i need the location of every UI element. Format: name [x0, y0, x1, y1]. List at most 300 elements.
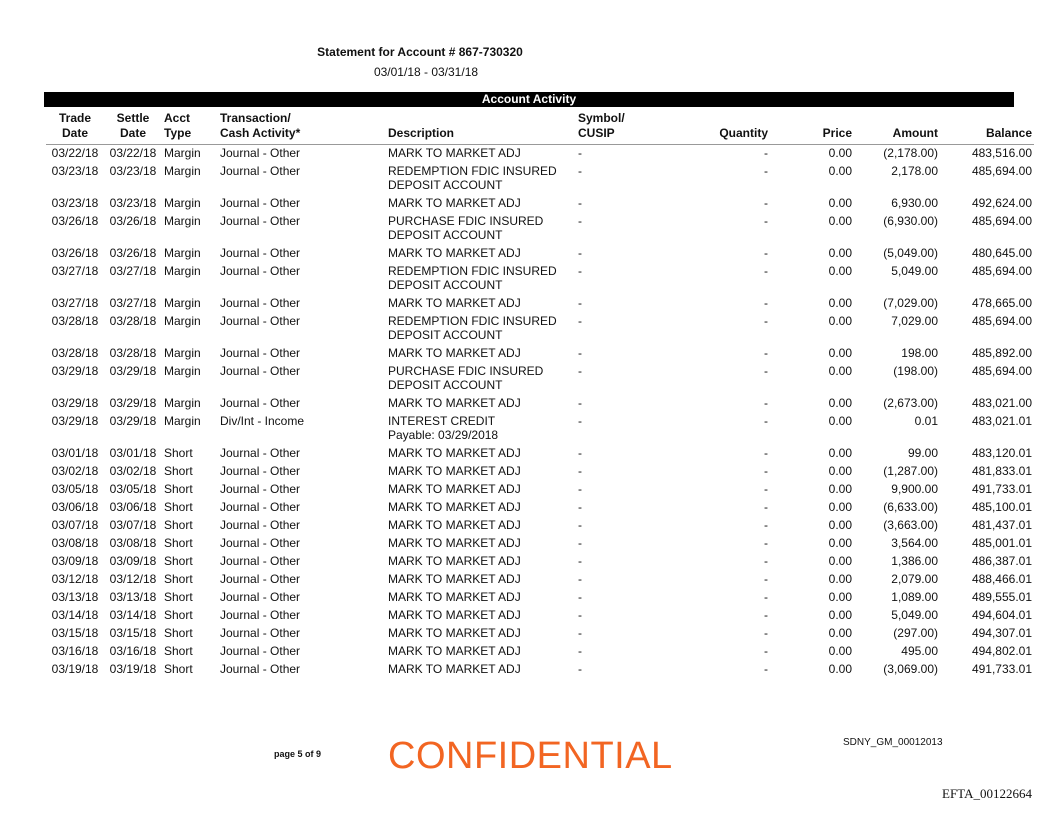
symbol-cell: -: [578, 590, 582, 604]
description-line: MARK TO MARKET ADJ: [388, 196, 521, 210]
description-line: DEPOSIT ACCOUNT: [388, 328, 503, 342]
description-line: PURCHASE FDIC INSURED: [388, 364, 544, 378]
description-line: MARK TO MARKET ADJ: [388, 662, 521, 676]
acct-type-cell: Short: [164, 464, 193, 478]
description-cell: [386, 589, 576, 607]
transaction-cell: Journal - Other: [220, 264, 301, 278]
quantity-cell: -: [764, 396, 768, 410]
description-line: MARK TO MARKET ADJ: [388, 246, 521, 260]
acct-type-cell: Short: [164, 536, 193, 550]
settle-date-cell: 03/12/18: [109, 572, 157, 586]
table-row: [46, 345, 1034, 363]
table-row: [46, 643, 1034, 661]
settle-date-cell: 03/02/18: [109, 464, 157, 478]
settle-date-cell: 03/08/18: [109, 536, 157, 550]
table-row: [46, 535, 1034, 553]
quantity-cell: -: [764, 482, 768, 496]
table-header-row: [46, 108, 1034, 145]
acct-type-cell: Margin: [164, 214, 201, 228]
quantity-cell: -: [764, 246, 768, 260]
description-line: MARK TO MARKET ADJ: [388, 296, 521, 310]
description-line: REDEMPTION FDIC INSURED: [388, 314, 557, 328]
amount-cell: 99.00: [907, 446, 938, 460]
amount-cell: 2,079.00: [891, 572, 938, 586]
description-cell: [386, 413, 576, 445]
symbol-cell: -: [578, 518, 582, 532]
description-line: MARK TO MARKET ADJ: [388, 446, 521, 460]
table-row: [46, 263, 1034, 295]
table-row: [46, 607, 1034, 625]
symbol-cell: -: [578, 536, 582, 550]
amount-cell: (1,287.00): [883, 464, 938, 478]
acct-type-cell: Margin: [164, 396, 201, 410]
acct-type-cell: Margin: [164, 296, 201, 310]
description-cell: [386, 345, 576, 363]
transaction-cell: Journal - Other: [220, 164, 301, 178]
amount-cell: 7,029.00: [891, 314, 938, 328]
account-activity-table: [46, 108, 1034, 679]
table-row: [46, 213, 1034, 245]
description-line: MARK TO MARKET ADJ: [388, 482, 521, 496]
description-line: DEPOSIT ACCOUNT: [388, 228, 503, 242]
col-header-transaction: Transaction/ Cash Activity*: [218, 108, 386, 145]
amount-cell: 3,564.00: [891, 536, 938, 550]
trade-date-cell: 03/26/18: [51, 246, 99, 260]
transaction-cell: Journal - Other: [220, 246, 301, 260]
acct-type-cell: Short: [164, 500, 193, 514]
description-line: MARK TO MARKET ADJ: [388, 608, 521, 622]
quantity-cell: -: [764, 644, 768, 658]
description-line: MARK TO MARKET ADJ: [388, 572, 521, 586]
balance-cell: 480,645.00: [971, 246, 1032, 260]
settle-date-cell: 03/26/18: [109, 214, 157, 228]
quantity-cell: -: [764, 626, 768, 640]
quantity-cell: -: [764, 554, 768, 568]
settle-date-cell: 03/22/18: [109, 146, 157, 160]
table-row: [46, 363, 1034, 395]
symbol-cell: -: [578, 396, 582, 410]
bates-number: SDNY_GM_00012013: [843, 737, 943, 748]
description-line: MARK TO MARKET ADJ: [388, 626, 521, 640]
amount-cell: (5,049.00): [883, 246, 938, 260]
symbol-cell: -: [578, 364, 582, 378]
settle-date-cell: 03/28/18: [109, 314, 157, 328]
description-cell: [386, 213, 576, 245]
symbol-cell: -: [578, 264, 582, 278]
description-line: DEPOSIT ACCOUNT: [388, 378, 503, 392]
description-cell: [386, 195, 576, 213]
description-cell: [386, 517, 576, 535]
quantity-cell: -: [764, 164, 768, 178]
transaction-cell: Div/Int - Income: [220, 414, 305, 428]
price-cell: 0.00: [828, 314, 852, 328]
acct-type-cell: Margin: [164, 264, 201, 278]
col-header-symbol: Symbol/ CUSIP: [576, 108, 654, 145]
description-line: REDEMPTION FDIC INSURED: [388, 264, 557, 278]
balance-cell: 485,100.01: [971, 500, 1032, 514]
trade-date-cell: 03/29/18: [51, 414, 99, 428]
price-cell: 0.00: [828, 364, 852, 378]
quantity-cell: -: [764, 662, 768, 676]
price-cell: 0.00: [828, 500, 852, 514]
acct-type-cell: Short: [164, 554, 193, 568]
trade-date-cell: 03/23/18: [51, 164, 99, 178]
description-cell: [386, 571, 576, 589]
trade-date-cell: 03/13/18: [51, 590, 99, 604]
balance-cell: 485,694.00: [971, 214, 1032, 228]
description-line: MARK TO MARKET ADJ: [388, 554, 521, 568]
symbol-cell: -: [578, 414, 582, 428]
table-row: [46, 245, 1034, 263]
settle-date-cell: 03/09/18: [109, 554, 157, 568]
price-cell: 0.00: [828, 346, 852, 360]
trade-date-cell: 03/05/18: [51, 482, 99, 496]
transaction-cell: Journal - Other: [220, 464, 301, 478]
amount-cell: (2,178.00): [883, 146, 938, 160]
description-line: MARK TO MARKET ADJ: [388, 590, 521, 604]
balance-cell: 481,833.01: [971, 464, 1032, 478]
description-cell: [386, 625, 576, 643]
symbol-cell: -: [578, 314, 582, 328]
balance-cell: 491,733.01: [971, 662, 1032, 676]
price-cell: 0.00: [828, 482, 852, 496]
description-cell: [386, 607, 576, 625]
quantity-cell: -: [764, 500, 768, 514]
price-cell: 0.00: [828, 464, 852, 478]
trade-date-cell: 03/27/18: [51, 264, 99, 278]
symbol-cell: -: [578, 500, 582, 514]
quantity-cell: -: [764, 590, 768, 604]
transaction-cell: Journal - Other: [220, 608, 301, 622]
settle-date-cell: 03/05/18: [109, 482, 157, 496]
price-cell: 0.00: [828, 414, 852, 428]
acct-type-cell: Short: [164, 572, 193, 586]
acct-type-cell: Margin: [164, 346, 201, 360]
balance-cell: 485,001.01: [971, 536, 1032, 550]
efta-number: EFTA_00122664: [942, 786, 1032, 801]
description-cell: [386, 395, 576, 413]
acct-type-cell: Short: [164, 446, 193, 460]
quantity-cell: -: [764, 446, 768, 460]
transaction-cell: Journal - Other: [220, 572, 301, 586]
price-cell: 0.00: [828, 662, 852, 676]
transaction-cell: Journal - Other: [220, 518, 301, 532]
table-row: [46, 145, 1034, 164]
settle-date-cell: 03/14/18: [109, 608, 157, 622]
table-row: [46, 445, 1034, 463]
description-cell: [386, 661, 576, 679]
settle-date-cell: 03/23/18: [109, 196, 157, 210]
description-line: DEPOSIT ACCOUNT: [388, 278, 503, 292]
price-cell: 0.00: [828, 264, 852, 278]
trade-date-cell: 03/01/18: [51, 446, 99, 460]
balance-cell: 483,021.01: [971, 414, 1032, 428]
transaction-cell: Journal - Other: [220, 662, 301, 676]
symbol-cell: -: [578, 644, 582, 658]
acct-type-cell: Margin: [164, 414, 201, 428]
symbol-cell: -: [578, 464, 582, 478]
amount-cell: 5,049.00: [891, 264, 938, 278]
settle-date-cell: 03/28/18: [109, 346, 157, 360]
quantity-cell: -: [764, 518, 768, 532]
balance-cell: 494,604.01: [971, 608, 1032, 622]
acct-type-cell: Short: [164, 662, 193, 676]
price-cell: 0.00: [828, 196, 852, 210]
price-cell: 0.00: [828, 518, 852, 532]
quantity-cell: -: [764, 572, 768, 586]
balance-cell: 485,694.00: [971, 314, 1032, 328]
settle-date-cell: 03/29/18: [109, 396, 157, 410]
description-cell: [386, 499, 576, 517]
settle-date-cell: 03/19/18: [109, 662, 157, 676]
amount-cell: 495.00: [901, 644, 938, 658]
page-number: page 5 of 9: [274, 749, 322, 759]
description-line: MARK TO MARKET ADJ: [388, 146, 521, 160]
table-row: [46, 553, 1034, 571]
price-cell: 0.00: [828, 296, 852, 310]
transaction-cell: Journal - Other: [220, 590, 301, 604]
acct-type-cell: Margin: [164, 246, 201, 260]
settle-date-cell: 03/27/18: [109, 264, 157, 278]
price-cell: 0.00: [828, 554, 852, 568]
trade-date-cell: 03/02/18: [51, 464, 99, 478]
quantity-cell: -: [764, 536, 768, 550]
description-line: MARK TO MARKET ADJ: [388, 346, 521, 360]
trade-date-cell: 03/09/18: [51, 554, 99, 568]
settle-date-cell: 03/06/18: [109, 500, 157, 514]
acct-type-cell: Margin: [164, 196, 201, 210]
quantity-cell: -: [764, 608, 768, 622]
description-cell: [386, 535, 576, 553]
table-row: [46, 661, 1034, 679]
amount-cell: 1,089.00: [891, 590, 938, 604]
balance-cell: 492,624.00: [971, 196, 1032, 210]
transaction-cell: Journal - Other: [220, 644, 301, 658]
table-row: [46, 313, 1034, 345]
description-line: MARK TO MARKET ADJ: [388, 644, 521, 658]
amount-cell: (3,663.00): [883, 518, 938, 532]
acct-type-cell: Short: [164, 518, 193, 532]
balance-cell: 483,120.01: [971, 446, 1032, 460]
table-row: [46, 413, 1034, 445]
settle-date-cell: 03/01/18: [109, 446, 157, 460]
symbol-cell: -: [578, 196, 582, 210]
trade-date-cell: 03/19/18: [51, 662, 99, 676]
transaction-cell: Journal - Other: [220, 626, 301, 640]
balance-cell: 486,387.01: [971, 554, 1032, 568]
table-row: [46, 195, 1034, 213]
balance-cell: 478,665.00: [971, 296, 1032, 310]
quantity-cell: -: [764, 146, 768, 160]
col-header-amount: Amount: [854, 108, 940, 145]
acct-type-cell: Short: [164, 482, 193, 496]
amount-cell: 2,178.00: [891, 164, 938, 178]
description-cell: [386, 145, 576, 164]
description-line: PURCHASE FDIC INSURED: [388, 214, 544, 228]
trade-date-cell: 03/29/18: [51, 396, 99, 410]
price-cell: 0.00: [828, 164, 852, 178]
amount-cell: 5,049.00: [891, 608, 938, 622]
amount-cell: 1,386.00: [891, 554, 938, 568]
amount-cell: 6,930.00: [891, 196, 938, 210]
price-cell: 0.00: [828, 446, 852, 460]
balance-cell: 494,307.01: [971, 626, 1032, 640]
trade-date-cell: 03/08/18: [51, 536, 99, 550]
settle-date-cell: 03/13/18: [109, 590, 157, 604]
table-row: [46, 589, 1034, 607]
trade-date-cell: 03/16/18: [51, 644, 99, 658]
amount-cell: 0.01: [914, 414, 938, 428]
settle-date-cell: 03/29/18: [109, 414, 157, 428]
col-header-acct-type: Acct Type: [162, 108, 218, 145]
trade-date-cell: 03/26/18: [51, 214, 99, 228]
table-row: [46, 571, 1034, 589]
table-row: [46, 163, 1034, 195]
col-header-price: Price: [770, 108, 854, 145]
statement-title: Statement for Account # 867-730320: [317, 45, 523, 59]
transaction-cell: Journal - Other: [220, 396, 301, 410]
col-header-description: Description: [386, 108, 576, 145]
description-cell: [386, 363, 576, 395]
transaction-cell: Journal - Other: [220, 536, 301, 550]
symbol-cell: -: [578, 608, 582, 622]
balance-cell: 485,694.00: [971, 164, 1032, 178]
price-cell: 0.00: [828, 146, 852, 160]
quantity-cell: -: [764, 214, 768, 228]
description-cell: [386, 445, 576, 463]
balance-cell: 491,733.01: [971, 482, 1032, 496]
quantity-cell: -: [764, 196, 768, 210]
symbol-cell: -: [578, 446, 582, 460]
symbol-cell: -: [578, 554, 582, 568]
balance-cell: 485,694.00: [971, 264, 1032, 278]
description-cell: [386, 163, 576, 195]
amount-cell: (2,673.00): [883, 396, 938, 410]
price-cell: 0.00: [828, 626, 852, 640]
table-row: [46, 481, 1034, 499]
balance-cell: 485,694.00: [971, 364, 1032, 378]
acct-type-cell: Margin: [164, 164, 201, 178]
table-row: [46, 517, 1034, 535]
balance-cell: 485,892.00: [971, 346, 1032, 360]
table-row: [46, 295, 1034, 313]
trade-date-cell: 03/12/18: [51, 572, 99, 586]
amount-cell: 198.00: [901, 346, 938, 360]
quantity-cell: -: [764, 296, 768, 310]
acct-type-cell: Margin: [164, 364, 201, 378]
settle-date-cell: 03/16/18: [109, 644, 157, 658]
balance-cell: 481,437.01: [971, 518, 1032, 532]
trade-date-cell: 03/28/18: [51, 346, 99, 360]
amount-cell: (6,633.00): [883, 500, 938, 514]
trade-date-cell: 03/23/18: [51, 196, 99, 210]
trade-date-cell: 03/07/18: [51, 518, 99, 532]
price-cell: 0.00: [828, 590, 852, 604]
transaction-cell: Journal - Other: [220, 314, 301, 328]
amount-cell: (297.00): [893, 626, 938, 640]
quantity-cell: -: [764, 264, 768, 278]
trade-date-cell: 03/28/18: [51, 314, 99, 328]
symbol-cell: -: [578, 296, 582, 310]
transaction-cell: Journal - Other: [220, 214, 301, 228]
description-cell: [386, 553, 576, 571]
balance-cell: 488,466.01: [971, 572, 1032, 586]
description-line: MARK TO MARKET ADJ: [388, 536, 521, 550]
section-header-account-activity: Account Activity: [44, 92, 1014, 107]
transaction-cell: Journal - Other: [220, 196, 301, 210]
description-cell: [386, 263, 576, 295]
amount-cell: (198.00): [893, 364, 938, 378]
description-line: REDEMPTION FDIC INSURED: [388, 164, 557, 178]
acct-type-cell: Short: [164, 626, 193, 640]
balance-cell: 494,802.01: [971, 644, 1032, 658]
acct-type-cell: Margin: [164, 146, 201, 160]
symbol-cell: -: [578, 146, 582, 160]
quantity-cell: -: [764, 414, 768, 428]
trade-date-cell: 03/29/18: [51, 364, 99, 378]
acct-type-cell: Short: [164, 608, 193, 622]
price-cell: 0.00: [828, 644, 852, 658]
transaction-cell: Journal - Other: [220, 346, 301, 360]
trade-date-cell: 03/22/18: [51, 146, 99, 160]
description-line: DEPOSIT ACCOUNT: [388, 178, 503, 192]
price-cell: 0.00: [828, 396, 852, 410]
description-cell: [386, 643, 576, 661]
settle-date-cell: 03/29/18: [109, 364, 157, 378]
description-line: Payable: 03/29/2018: [388, 428, 499, 442]
transaction-cell: Journal - Other: [220, 446, 301, 460]
acct-type-cell: Short: [164, 590, 193, 604]
quantity-cell: -: [764, 346, 768, 360]
trade-date-cell: 03/15/18: [51, 626, 99, 640]
quantity-cell: -: [764, 364, 768, 378]
symbol-cell: -: [578, 214, 582, 228]
description-cell: [386, 245, 576, 263]
settle-date-cell: 03/07/18: [109, 518, 157, 532]
description-line: MARK TO MARKET ADJ: [388, 500, 521, 514]
trade-date-cell: 03/14/18: [51, 608, 99, 622]
table-row: [46, 625, 1034, 643]
description-cell: [386, 313, 576, 345]
col-header-quantity: Quantity: [654, 108, 770, 145]
description-line: MARK TO MARKET ADJ: [388, 464, 521, 478]
transaction-cell: Journal - Other: [220, 146, 301, 160]
table-row: [46, 463, 1034, 481]
description-cell: [386, 481, 576, 499]
description-line: MARK TO MARKET ADJ: [388, 518, 521, 532]
amount-cell: (6,930.00): [883, 214, 938, 228]
symbol-cell: -: [578, 346, 582, 360]
amount-cell: 9,900.00: [891, 482, 938, 496]
settle-date-cell: 03/27/18: [109, 296, 157, 310]
description-line: MARK TO MARKET ADJ: [388, 396, 521, 410]
symbol-cell: -: [578, 662, 582, 676]
confidential-stamp: CONFIDENTIAL: [388, 735, 673, 777]
transaction-cell: Journal - Other: [220, 554, 301, 568]
price-cell: 0.00: [828, 572, 852, 586]
col-header-settle-date: Settle Date: [104, 108, 162, 145]
balance-cell: 489,555.01: [971, 590, 1032, 604]
balance-cell: 483,021.00: [971, 396, 1032, 410]
description-cell: [386, 295, 576, 313]
trade-date-cell: 03/27/18: [51, 296, 99, 310]
transaction-cell: Journal - Other: [220, 364, 301, 378]
table-row: [46, 395, 1034, 413]
statement-period: 03/01/18 - 03/31/18: [373, 65, 479, 79]
symbol-cell: -: [578, 626, 582, 640]
symbol-cell: -: [578, 164, 582, 178]
table-row: [46, 499, 1034, 517]
